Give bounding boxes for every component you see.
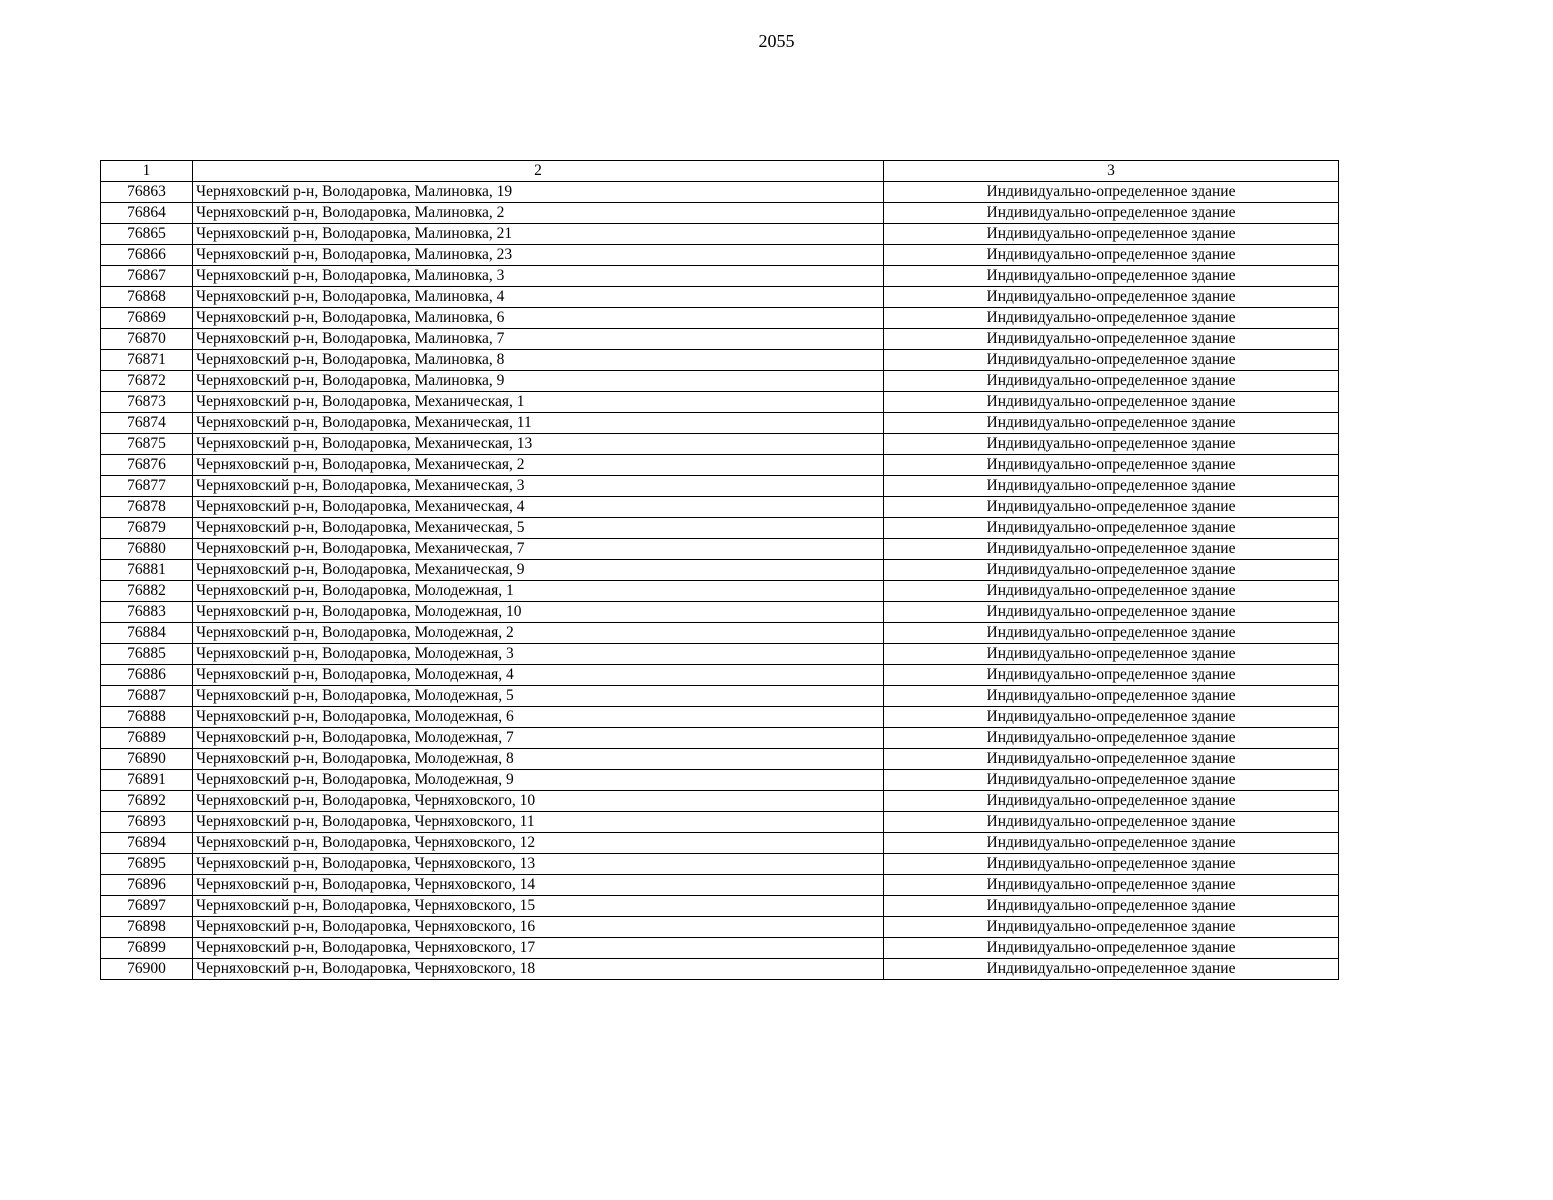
row-number-cell: 76899 xyxy=(101,938,193,959)
row-number-cell: 76882 xyxy=(101,581,193,602)
object-type-cell: Индивидуально-определенное здание xyxy=(884,833,1339,854)
address-cell: Черняховский р-н, Володаровка, Механическая, 13 xyxy=(193,434,884,455)
address-cell: Черняховский р-н, Володаровка, Черняховского, 17 xyxy=(193,938,884,959)
table-row xyxy=(101,287,1339,308)
row-number-cell: 76872 xyxy=(101,371,193,392)
address-cell: Черняховский р-н, Володаровка, Молодежная, 1 xyxy=(193,581,884,602)
column-header-3: 3 xyxy=(884,161,1339,182)
address-cell: Черняховский р-н, Володаровка, Малиновка, 4 xyxy=(193,287,884,308)
object-type-cell: Индивидуально-определенное здание xyxy=(884,266,1339,287)
object-type-cell: Индивидуально-определенное здание xyxy=(884,350,1339,371)
row-number-cell: 76874 xyxy=(101,413,193,434)
object-type-cell: Индивидуально-определенное здание xyxy=(884,497,1339,518)
address-cell: Черняховский р-н, Володаровка, Черняховского, 18 xyxy=(193,959,884,980)
row-number-cell: 76898 xyxy=(101,917,193,938)
object-type-cell: Индивидуально-определенное здание xyxy=(884,854,1339,875)
table-row xyxy=(101,623,1339,644)
row-number-cell: 76863 xyxy=(101,182,193,203)
row-number-cell: 76885 xyxy=(101,644,193,665)
table-row xyxy=(101,707,1339,728)
row-number-cell: 76892 xyxy=(101,791,193,812)
address-cell: Черняховский р-н, Володаровка, Черняховского, 11 xyxy=(193,812,884,833)
table-row xyxy=(101,959,1339,980)
address-cell: Черняховский р-н, Володаровка, Черняховского, 12 xyxy=(193,833,884,854)
table-row xyxy=(101,539,1339,560)
address-cell: Черняховский р-н, Володаровка, Малиновка, 21 xyxy=(193,224,884,245)
row-number-cell: 76866 xyxy=(101,245,193,266)
object-type-cell: Индивидуально-определенное здание xyxy=(884,686,1339,707)
table-row xyxy=(101,938,1339,959)
table-row xyxy=(101,203,1339,224)
table-row xyxy=(101,329,1339,350)
row-number-cell: 76886 xyxy=(101,665,193,686)
table-row xyxy=(101,854,1339,875)
row-number-cell: 76883 xyxy=(101,602,193,623)
object-type-cell: Индивидуально-определенное здание xyxy=(884,455,1339,476)
object-type-cell: Индивидуально-определенное здание xyxy=(884,182,1339,203)
address-cell: Черняховский р-н, Володаровка, Малиновка, 9 xyxy=(193,371,884,392)
object-type-cell: Индивидуально-определенное здание xyxy=(884,287,1339,308)
address-cell: Черняховский р-н, Володаровка, Малиновка, 23 xyxy=(193,245,884,266)
address-cell: Черняховский р-н, Володаровка, Механическая, 2 xyxy=(193,455,884,476)
object-type-cell: Индивидуально-определенное здание xyxy=(884,938,1339,959)
row-number-cell: 76894 xyxy=(101,833,193,854)
row-number-cell: 76888 xyxy=(101,707,193,728)
row-number-cell: 76877 xyxy=(101,476,193,497)
row-number-cell: 76871 xyxy=(101,350,193,371)
table-row xyxy=(101,245,1339,266)
object-type-cell: Индивидуально-определенное здание xyxy=(884,434,1339,455)
object-type-cell: Индивидуально-определенное здание xyxy=(884,329,1339,350)
row-number-cell: 76867 xyxy=(101,266,193,287)
address-cell: Черняховский р-н, Володаровка, Черняховского, 15 xyxy=(193,896,884,917)
address-cell: Черняховский р-н, Володаровка, Механическая, 7 xyxy=(193,539,884,560)
table-row xyxy=(101,371,1339,392)
object-type-cell: Индивидуально-определенное здание xyxy=(884,224,1339,245)
object-type-cell: Индивидуально-определенное здание xyxy=(884,560,1339,581)
address-cell: Черняховский р-н, Володаровка, Черняховского, 14 xyxy=(193,875,884,896)
table-row xyxy=(101,644,1339,665)
row-number-cell: 76873 xyxy=(101,392,193,413)
address-cell: Черняховский р-н, Володаровка, Черняховского, 13 xyxy=(193,854,884,875)
object-type-cell: Индивидуально-определенное здание xyxy=(884,539,1339,560)
table-row xyxy=(101,602,1339,623)
row-number-cell: 76880 xyxy=(101,539,193,560)
table-row xyxy=(101,413,1339,434)
property-table xyxy=(100,160,1339,980)
address-cell: Черняховский р-н, Володаровка, Малиновка, 8 xyxy=(193,350,884,371)
address-cell: Черняховский р-н, Володаровка, Молодежная, 4 xyxy=(193,665,884,686)
row-number-cell: 76870 xyxy=(101,329,193,350)
table-row xyxy=(101,770,1339,791)
address-cell: Черняховский р-н, Володаровка, Малиновка, 19 xyxy=(193,182,884,203)
address-cell: Черняховский р-н, Володаровка, Молодежная, 9 xyxy=(193,770,884,791)
row-number-cell: 76878 xyxy=(101,497,193,518)
table-row xyxy=(101,392,1339,413)
table-row xyxy=(101,812,1339,833)
object-type-cell: Индивидуально-определенное здание xyxy=(884,518,1339,539)
address-cell: Черняховский р-н, Володаровка, Механическая, 3 xyxy=(193,476,884,497)
object-type-cell: Индивидуально-определенное здание xyxy=(884,770,1339,791)
table-row xyxy=(101,518,1339,539)
table-row xyxy=(101,665,1339,686)
address-cell: Черняховский р-н, Володаровка, Малиновка, 6 xyxy=(193,308,884,329)
address-cell: Черняховский р-н, Володаровка, Механическая, 9 xyxy=(193,560,884,581)
row-number-cell: 76890 xyxy=(101,749,193,770)
row-number-cell: 76884 xyxy=(101,623,193,644)
table-body xyxy=(101,161,1339,980)
address-cell: Черняховский р-н, Володаровка, Молодежная, 5 xyxy=(193,686,884,707)
table-row xyxy=(101,224,1339,245)
table-row xyxy=(101,266,1339,287)
row-number-cell: 76865 xyxy=(101,224,193,245)
table-row xyxy=(101,875,1339,896)
object-type-cell: Индивидуально-определенное здание xyxy=(884,413,1339,434)
table-row xyxy=(101,791,1339,812)
table-row xyxy=(101,917,1339,938)
table-row xyxy=(101,476,1339,497)
row-number-cell: 76876 xyxy=(101,455,193,476)
table-row xyxy=(101,896,1339,917)
address-cell: Черняховский р-н, Володаровка, Механическая, 1 xyxy=(193,392,884,413)
row-number-cell: 76869 xyxy=(101,308,193,329)
table-row xyxy=(101,434,1339,455)
column-header-2: 2 xyxy=(193,161,884,182)
object-type-cell: Индивидуально-определенное здание xyxy=(884,917,1339,938)
address-cell: Черняховский р-н, Володаровка, Черняховского, 10 xyxy=(193,791,884,812)
address-cell: Черняховский р-н, Володаровка, Молодежная, 6 xyxy=(193,707,884,728)
row-number-cell: 76887 xyxy=(101,686,193,707)
object-type-cell: Индивидуально-определенное здание xyxy=(884,476,1339,497)
row-number-cell: 76864 xyxy=(101,203,193,224)
table-row xyxy=(101,455,1339,476)
address-cell: Черняховский р-н, Володаровка, Молодежная, 10 xyxy=(193,602,884,623)
row-number-cell: 76879 xyxy=(101,518,193,539)
object-type-cell: Индивидуально-определенное здание xyxy=(884,602,1339,623)
object-type-cell: Индивидуально-определенное здание xyxy=(884,371,1339,392)
address-cell: Черняховский р-н, Володаровка, Малиновка, 3 xyxy=(193,266,884,287)
object-type-cell: Индивидуально-определенное здание xyxy=(884,728,1339,749)
object-type-cell: Индивидуально-определенное здание xyxy=(884,707,1339,728)
row-number-cell: 76891 xyxy=(101,770,193,791)
address-cell: Черняховский р-н, Володаровка, Механическая, 11 xyxy=(193,413,884,434)
row-number-cell: 76868 xyxy=(101,287,193,308)
object-type-cell: Индивидуально-определенное здание xyxy=(884,959,1339,980)
table-row xyxy=(101,581,1339,602)
table-row xyxy=(101,497,1339,518)
table-header-row xyxy=(101,161,1339,182)
address-cell: Черняховский р-н, Володаровка, Малиновка, 2 xyxy=(193,203,884,224)
row-number-cell: 76897 xyxy=(101,896,193,917)
object-type-cell: Индивидуально-определенное здание xyxy=(884,644,1339,665)
table-row xyxy=(101,833,1339,854)
object-type-cell: Индивидуально-определенное здание xyxy=(884,623,1339,644)
address-cell: Черняховский р-н, Володаровка, Молодежная, 8 xyxy=(193,749,884,770)
row-number-cell: 76895 xyxy=(101,854,193,875)
row-number-cell: 76896 xyxy=(101,875,193,896)
object-type-cell: Индивидуально-определенное здание xyxy=(884,896,1339,917)
table-row xyxy=(101,308,1339,329)
row-number-cell: 76900 xyxy=(101,959,193,980)
page-number: 2055 xyxy=(758,31,795,51)
object-type-cell: Индивидуально-определенное здание xyxy=(884,749,1339,770)
column-header-1: 1 xyxy=(101,161,193,182)
address-cell: Черняховский р-н, Володаровка, Черняховского, 16 xyxy=(193,917,884,938)
object-type-cell: Индивидуально-определенное здание xyxy=(884,875,1339,896)
address-cell: Черняховский р-н, Володаровка, Механическая, 5 xyxy=(193,518,884,539)
table-row xyxy=(101,182,1339,203)
table-row xyxy=(101,728,1339,749)
address-cell: Черняховский р-н, Володаровка, Малиновка, 7 xyxy=(193,329,884,350)
address-cell: Черняховский р-н, Володаровка, Механическая, 4 xyxy=(193,497,884,518)
object-type-cell: Индивидуально-определенное здание xyxy=(884,203,1339,224)
table-row xyxy=(101,749,1339,770)
table-row xyxy=(101,686,1339,707)
object-type-cell: Индивидуально-определенное здание xyxy=(884,245,1339,266)
table-row xyxy=(101,350,1339,371)
address-cell: Черняховский р-н, Володаровка, Молодежная, 3 xyxy=(193,644,884,665)
object-type-cell: Индивидуально-определенное здание xyxy=(884,665,1339,686)
object-type-cell: Индивидуально-определенное здание xyxy=(884,812,1339,833)
object-type-cell: Индивидуально-определенное здание xyxy=(884,392,1339,413)
row-number-cell: 76881 xyxy=(101,560,193,581)
row-number-cell: 76893 xyxy=(101,812,193,833)
object-type-cell: Индивидуально-определенное здание xyxy=(884,791,1339,812)
row-number-cell: 76875 xyxy=(101,434,193,455)
address-cell: Черняховский р-н, Володаровка, Молодежная, 2 xyxy=(193,623,884,644)
address-cell: Черняховский р-н, Володаровка, Молодежная, 7 xyxy=(193,728,884,749)
object-type-cell: Индивидуально-определенное здание xyxy=(884,581,1339,602)
table-row xyxy=(101,560,1339,581)
row-number-cell: 76889 xyxy=(101,728,193,749)
object-type-cell: Индивидуально-определенное здание xyxy=(884,308,1339,329)
